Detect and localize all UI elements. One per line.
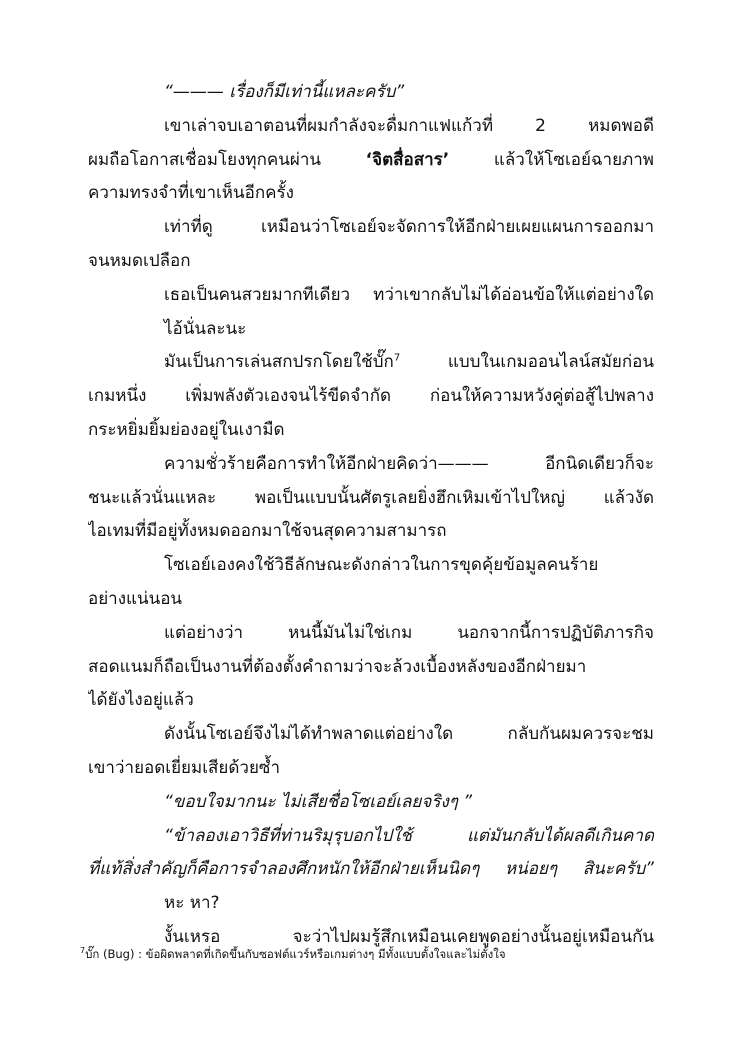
paragraph-line: หะ หา? (164, 893, 220, 914)
paragraph-line (88, 144, 654, 178)
paragraph-line: แต่อย่างว่า หนนี้มันไม่ใช่เกม นอกจากนี้การปฏิบัติภารกิจ (164, 622, 654, 643)
paragraph-line (88, 346, 654, 380)
paragraph-line: จนหมดเปลือก (88, 250, 191, 271)
paragraph-line: ดังนั้นโซเอย์จึงไม่ได้ทำพลาดแต่อย่างใด กลับกันผมควรจะชม (164, 724, 654, 745)
dialogue-line: “——— เรื่องก็มีเท่านี้แหละครับ” (164, 82, 405, 102)
paragraph-line: โซเอย์เองคงใช้วิธีลักษณะดังกล่าวในการขุดคุ้ยข้อมูลคนร้าย (164, 555, 599, 576)
paragraph-line: ได้ยังไงอยู่แล้ว (88, 690, 194, 711)
paragraph-line: ไอเทมที่มีอยู่ทั้งหมดออกมาใช้จนสุดความสามารถ (88, 521, 447, 542)
paragraph-line: งั้นเหรอ จะว่าไปผมรู้สึกเหมือนเคยพูดอย่างนั้นอยู่เหมือนกัน (164, 926, 654, 947)
body-text (88, 76, 654, 955)
footnote-number: 7 (80, 946, 86, 956)
paragraph-line: เขาเล่าจบเอาตอนที่ผมกำลังจะดื่มกาแฟแก้วที่ 2 หมดพอดี (164, 115, 654, 136)
text-run: ผมถือโอกาสเชื่อมโยงทุกคนผ่าน (88, 149, 322, 170)
text-run: มันเป็นการเล่นสกปรกโดยใช้บั๊ก (164, 352, 394, 373)
paragraph-line: ความทรงจำที่เขาเห็นอีกครั้ง (88, 183, 294, 204)
paragraph-line: ไอ้นั่นละนะ (164, 318, 247, 339)
paragraph-line: เท่าที่ดู เหมือนว่าโซเอย์จะจัดการให้อีกฝ่ายเผยแผนการออกมา (164, 217, 654, 238)
footnote (80, 946, 680, 962)
text-run: แล้วให้โซเอย์ฉายภาพ (493, 149, 654, 170)
paragraph-line: สอดแนมก็ถือเป็นงานที่ต้องตั้งคำถามว่าจะล้วงเบื้องหลังของอีกฝ่ายมา (88, 656, 587, 677)
footnote-marker: 7 (393, 352, 401, 364)
dialogue-line: ที่แท้สิ่งสำคัญก็คือการจำลองศึกหนักให้อีกฝ่ายเห็นนิดๆ หน่อยๆ สินะครับ” (88, 859, 654, 880)
paragraph-line: เธอเป็นคนสวยมากทีเดียว ทว่าเขากลับไม่ได้อ่อนข้อให้แต่อย่างใด (164, 284, 654, 305)
paragraph-line: เกมหนึ่ง เพิ่มพลังตัวเองจนไร้ขีดจำกัด ก่อนให้ความหวังคู่ต่อสู้ไปพลาง (88, 386, 654, 407)
skill-name: ‘จิตสื่อสาร’ (365, 149, 450, 170)
paragraph-line: กระหยิ่มยิ้มย่องอยู่ในเงามืด (88, 419, 285, 440)
paragraph-line: ชนะแล้วนั่นแหละ พอเป็นแบบนั้นศัตรูเลยยิ่งฮึกเหิมเข้าไปใหญ่ แล้วงัด (88, 487, 654, 508)
footnote-text: บั๊ก (Bug) : ข้อผิดพลาดที่เกิดขึ้นกับซอฟต์แวร์หรือเกมต่างๆ มีทั้งแบบตั้งใจและไม่ตั้งใจ (85, 947, 506, 961)
paragraph-line: เขาว่ายอดเยี่ยมเสียด้วยซ้ำ (88, 757, 280, 778)
dialogue-line: “ข้าลองเอาวิธีที่ท่านริมุรุบอกไปใช้ แต่มันกลับได้ผลดีเกินคาด (164, 825, 654, 846)
paragraph-line: อย่างแน่นอน (88, 588, 183, 609)
text-run: แบบในเกมออนไลน์สมัยก่อน (400, 352, 654, 373)
paragraph-line: ความชั่วร้ายคือการทำให้อีกฝ่ายคิดว่า——— อีกนิดเดียวก็จะ (164, 453, 654, 474)
dialogue-line: “ขอบใจมากนะ ไม่เสียชื่อโซเอย์เลยจริงๆ ” (164, 791, 473, 812)
